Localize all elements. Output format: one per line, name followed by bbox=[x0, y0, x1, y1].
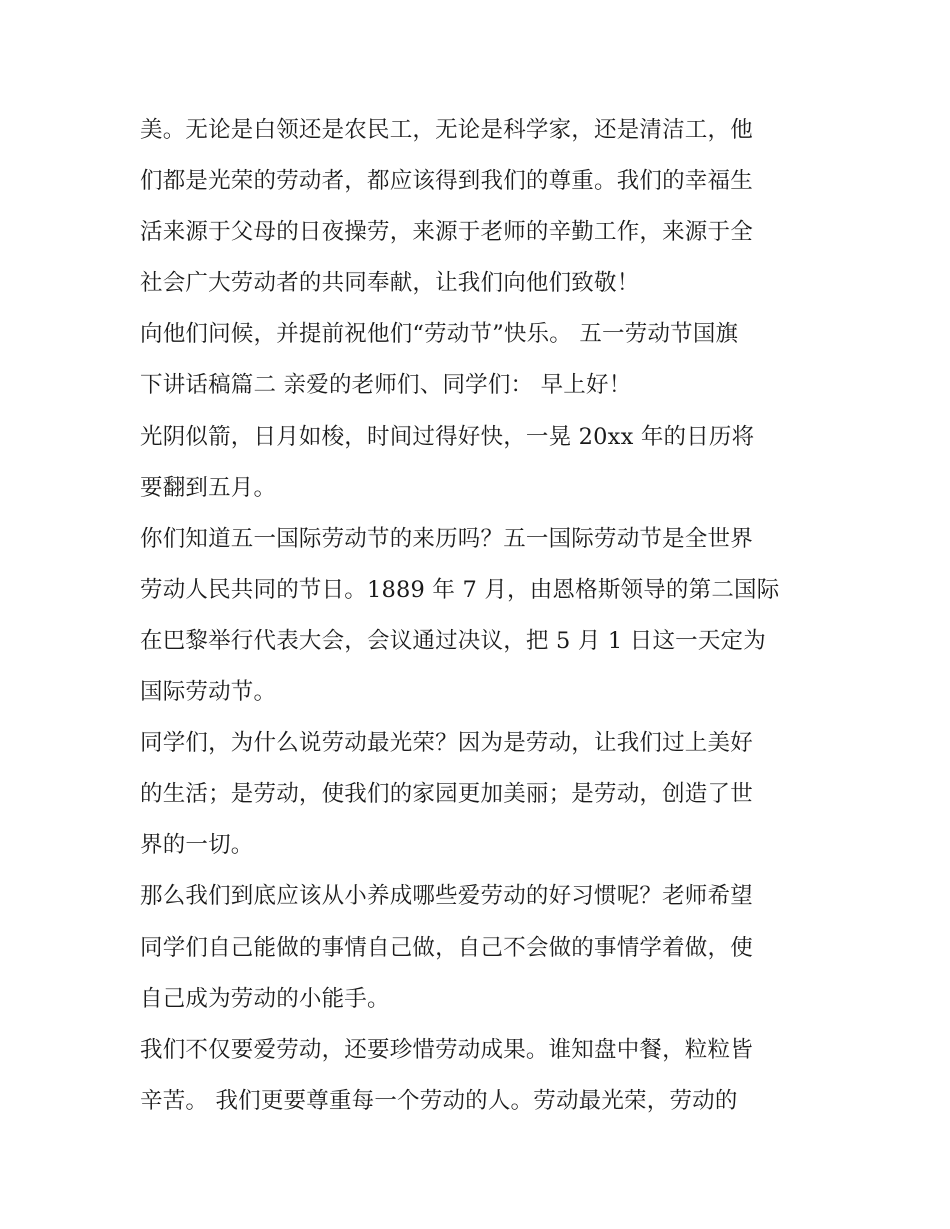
text-line: 社会广大劳动者的共同奉献，让我们向他们致敬！ bbox=[140, 270, 640, 297]
text-line: 同学们，为什么说劳动最光荣？因为是劳动，让我们过上美好 bbox=[140, 730, 753, 757]
text-line: 下讲话稿篇二 亲爱的老师们、同学们： 早上好！ bbox=[140, 372, 632, 399]
text-line: 辛苦。 我们更要尊重每一个劳动的人。劳动最光荣，劳动的 bbox=[140, 1087, 738, 1114]
text-line: 的生活；是劳动，使我们的家园更加美丽；是劳动，创造了世 bbox=[140, 781, 753, 808]
text-line: 我们不仅要爱劳动，还要珍惜劳动成果。谁知盘中餐，粒粒皆 bbox=[140, 1036, 753, 1063]
body-text bbox=[140, 109, 830, 1131]
text-line: 向他们问候，并提前祝他们“劳动节”快乐。 五一劳动节国旗 bbox=[140, 321, 739, 348]
text-line: 你们知道五一国际劳动节的来历吗？五一国际劳动节是全世界 bbox=[140, 525, 753, 552]
text-line: 界的一切。 bbox=[140, 832, 254, 859]
text-line: 光阴似箭，日月如梭，时间过得好快，一晃 20xx 年的日历将 bbox=[140, 423, 755, 450]
text-line: 在巴黎举行代表大会，会议通过决议，把 5 月 1 日这一天定为 bbox=[140, 627, 766, 654]
text-line: 活来源于父母的日夜操劳，来源于老师的辛勤工作，来源于全 bbox=[140, 219, 753, 246]
text-line: 国际劳动节。 bbox=[140, 679, 277, 706]
text-line: 要翻到五月。 bbox=[140, 474, 277, 501]
text-line: 们都是光荣的劳动者，都应该得到我们的尊重。我们的幸福生 bbox=[140, 168, 753, 195]
text-line: 同学们自己能做的事情自己做，自己不会做的事情学着做，使 bbox=[140, 934, 753, 961]
text-line: 劳动人民共同的节日。1889 年 7 月，由恩格斯领导的第二国际 bbox=[140, 576, 780, 603]
text-line: 那么我们到底应该从小养成哪些爱劳动的好习惯呢？老师希望 bbox=[140, 883, 753, 910]
text-line: 美。无论是白领还是农民工，无论是科学家，还是清洁工，他 bbox=[140, 117, 753, 143]
text-line: 自己成为劳动的小能手。 bbox=[140, 985, 390, 1012]
